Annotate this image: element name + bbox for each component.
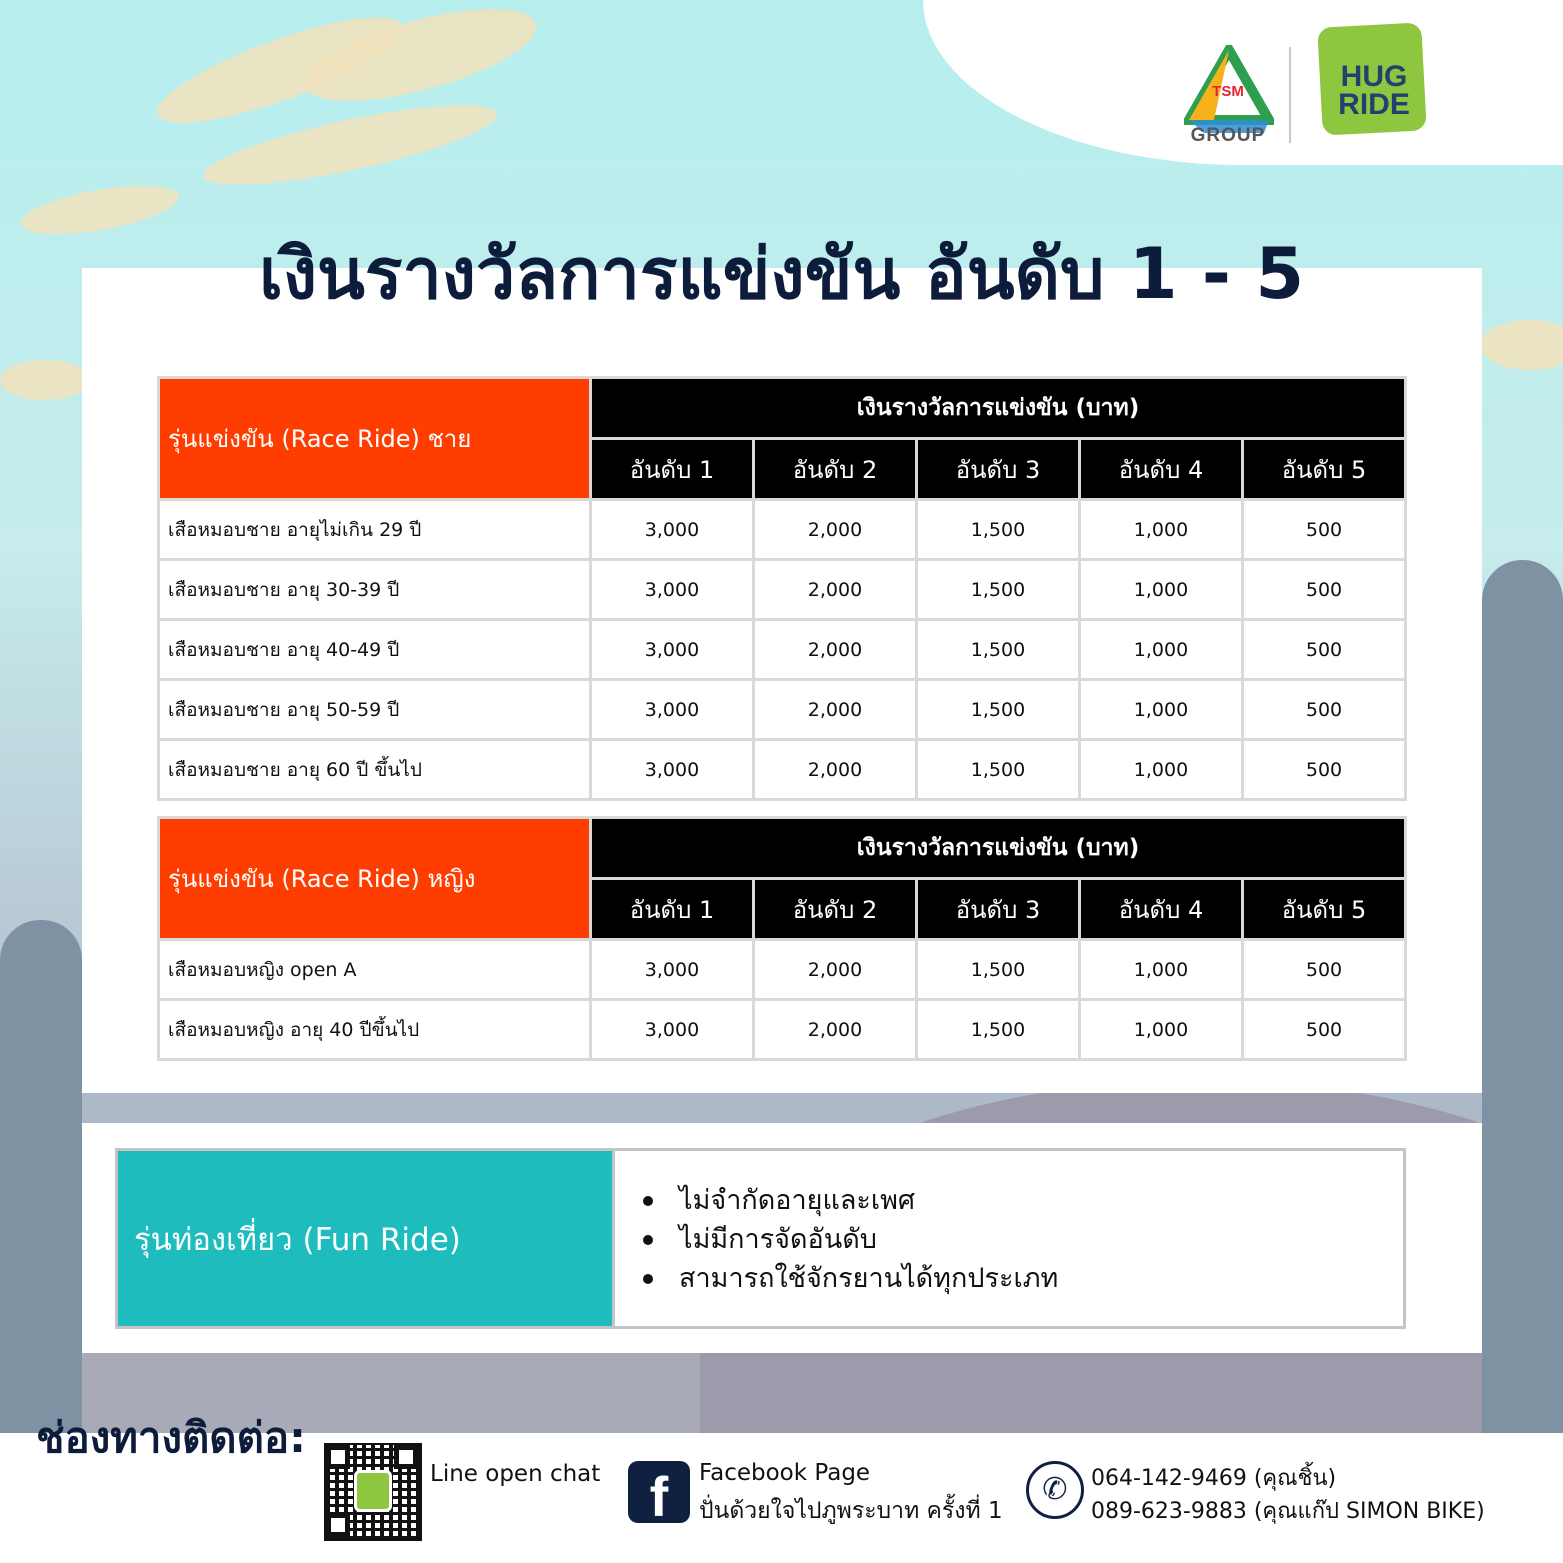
prize-value: 1,000	[1080, 1000, 1243, 1060]
phone-number-1[interactable]: 064-142-9469 (คุณชิ้น)	[1091, 1466, 1337, 1491]
prize-value: 500	[1243, 560, 1406, 620]
page-title: เงินรางวัลการแข่งขัน อันดับ 1 - 5	[258, 233, 1305, 315]
prize-value: 500	[1243, 940, 1406, 1000]
prize-value: 2,000	[754, 560, 917, 620]
prize-value: 2,000	[754, 740, 917, 800]
category-cell: เสือหมอบชาย อายุไม่เกิน 29 ปี	[159, 500, 591, 560]
prize-value: 3,000	[591, 620, 754, 680]
qr-logo-icon	[354, 1470, 392, 1512]
prize-value: 500	[1243, 620, 1406, 680]
bullet-icon	[643, 1235, 653, 1245]
prize-value: 3,000	[591, 500, 754, 560]
prize-value: 1,500	[917, 620, 1080, 680]
rank-header: อันดับ 2	[754, 439, 917, 500]
prize-value: 3,000	[591, 740, 754, 800]
list-item-text: สามารถใช้จักรยานได้ทุกประเภท	[679, 1263, 1059, 1294]
category-cell: เสือหมอบชาย อายุ 30-39 ปี	[159, 560, 591, 620]
prize-value: 1,500	[917, 500, 1080, 560]
phone-number-2[interactable]: 089-623-9883 (คุณแก๊ป SIMON BIKE)	[1091, 1499, 1485, 1524]
list-item-text: ไม่จำกัดอายุและเพศ	[679, 1185, 916, 1216]
qr-corner-icon	[326, 1445, 350, 1469]
qr-corner-icon	[326, 1513, 350, 1537]
prize-value: 1,500	[917, 560, 1080, 620]
men-prize-table	[157, 376, 1407, 801]
prize-value: 500	[1243, 500, 1406, 560]
bullet-icon	[643, 1196, 653, 1206]
prize-value: 1,000	[1080, 680, 1243, 740]
prize-value: 1,500	[917, 680, 1080, 740]
prize-value: 1,000	[1080, 560, 1243, 620]
prize-value: 1,000	[1080, 620, 1243, 680]
prize-value: 1,000	[1080, 740, 1243, 800]
hug-ride-logo-text: HUG RIDE	[1338, 60, 1410, 121]
prize-value: 3,000	[591, 560, 754, 620]
prize-value: 1,000	[1080, 940, 1243, 1000]
list-item	[643, 1220, 1403, 1259]
men-category-header: รุ่นแข่งขัน (Race Ride) ชาย	[159, 378, 591, 500]
rank-header: อันดับ 1	[591, 879, 754, 940]
rank-header: อันดับ 5	[1243, 439, 1406, 500]
fun-ride-list	[615, 1151, 1403, 1326]
contact-title: ช่องทางติดต่อ:	[36, 1413, 306, 1462]
men-prize-header: เงินรางวัลการแข่งขัน (บาท)	[591, 378, 1406, 439]
facebook-page-name[interactable]: ปั่นด้วยใจไปภูพระบาท ครั้งที่ 1	[699, 1498, 1003, 1524]
table-row	[159, 560, 1406, 620]
women-category-header: รุ่นแข่งขัน (Race Ride) หญิง	[159, 818, 591, 940]
prize-value: 1,500	[917, 1000, 1080, 1060]
table-row	[159, 940, 1406, 1000]
prize-value: 1,500	[917, 740, 1080, 800]
rank-header: อันดับ 2	[754, 879, 917, 940]
qr-corner-icon	[394, 1445, 418, 1469]
table-row	[159, 740, 1406, 800]
category-cell: เสือหมอบชาย อายุ 50-59 ปี	[159, 680, 591, 740]
rank-header: อันดับ 1	[591, 439, 754, 500]
prize-value: 2,000	[754, 1000, 917, 1060]
logo-divider	[1289, 47, 1291, 143]
category-cell: เสือหมอบชาย อายุ 40-49 ปี	[159, 620, 591, 680]
prize-value: 1,000	[1080, 500, 1243, 560]
list-item-text: ไม่มีการจัดอันดับ	[679, 1224, 877, 1255]
rank-header: อันดับ 5	[1243, 879, 1406, 940]
bullet-icon	[643, 1274, 653, 1284]
rank-header: อันดับ 3	[917, 439, 1080, 500]
women-prize-header: เงินรางวัลการแข่งขัน (บาท)	[591, 818, 1406, 879]
prize-value: 2,000	[754, 940, 917, 1000]
category-cell: เสือหมอบหญิง อายุ 40 ปีขึ้นไป	[159, 1000, 591, 1060]
prize-value: 500	[1243, 680, 1406, 740]
fun-ride-box	[115, 1148, 1406, 1329]
rank-header: อันดับ 4	[1080, 439, 1243, 500]
table-row	[159, 500, 1406, 560]
prize-value: 2,000	[754, 620, 917, 680]
logo-area	[1180, 25, 1430, 150]
table-row	[159, 620, 1406, 680]
prize-value: 500	[1243, 740, 1406, 800]
table-row	[159, 680, 1406, 740]
facebook-icon[interactable]: f	[628, 1461, 690, 1523]
list-item	[643, 1259, 1403, 1298]
list-item	[643, 1181, 1403, 1220]
tsm-group-text: GROUP	[1190, 125, 1266, 146]
rank-header: อันดับ 3	[917, 879, 1080, 940]
prize-value: 3,000	[591, 1000, 754, 1060]
prize-value: 3,000	[591, 940, 754, 1000]
tsm-mark: TSM	[1212, 83, 1244, 100]
women-prize-table	[157, 816, 1407, 1061]
phone-icon: ✆	[1026, 1461, 1084, 1519]
line-open-chat-link[interactable]: Line open chat	[430, 1461, 601, 1487]
fun-ride-label: รุ่นท่องเที่ยว (Fun Ride)	[118, 1151, 615, 1326]
category-cell: เสือหมอบชาย อายุ 60 ปี ขึ้นไป	[159, 740, 591, 800]
prize-value: 2,000	[754, 500, 917, 560]
prize-value: 500	[1243, 1000, 1406, 1060]
rank-header: อันดับ 4	[1080, 879, 1243, 940]
prize-value: 3,000	[591, 680, 754, 740]
table-row	[159, 1000, 1406, 1060]
facebook-label[interactable]: Facebook Page	[699, 1460, 871, 1486]
category-cell: เสือหมอบหญิง open A	[159, 940, 591, 1000]
prize-value: 2,000	[754, 680, 917, 740]
prize-value: 1,500	[917, 940, 1080, 1000]
